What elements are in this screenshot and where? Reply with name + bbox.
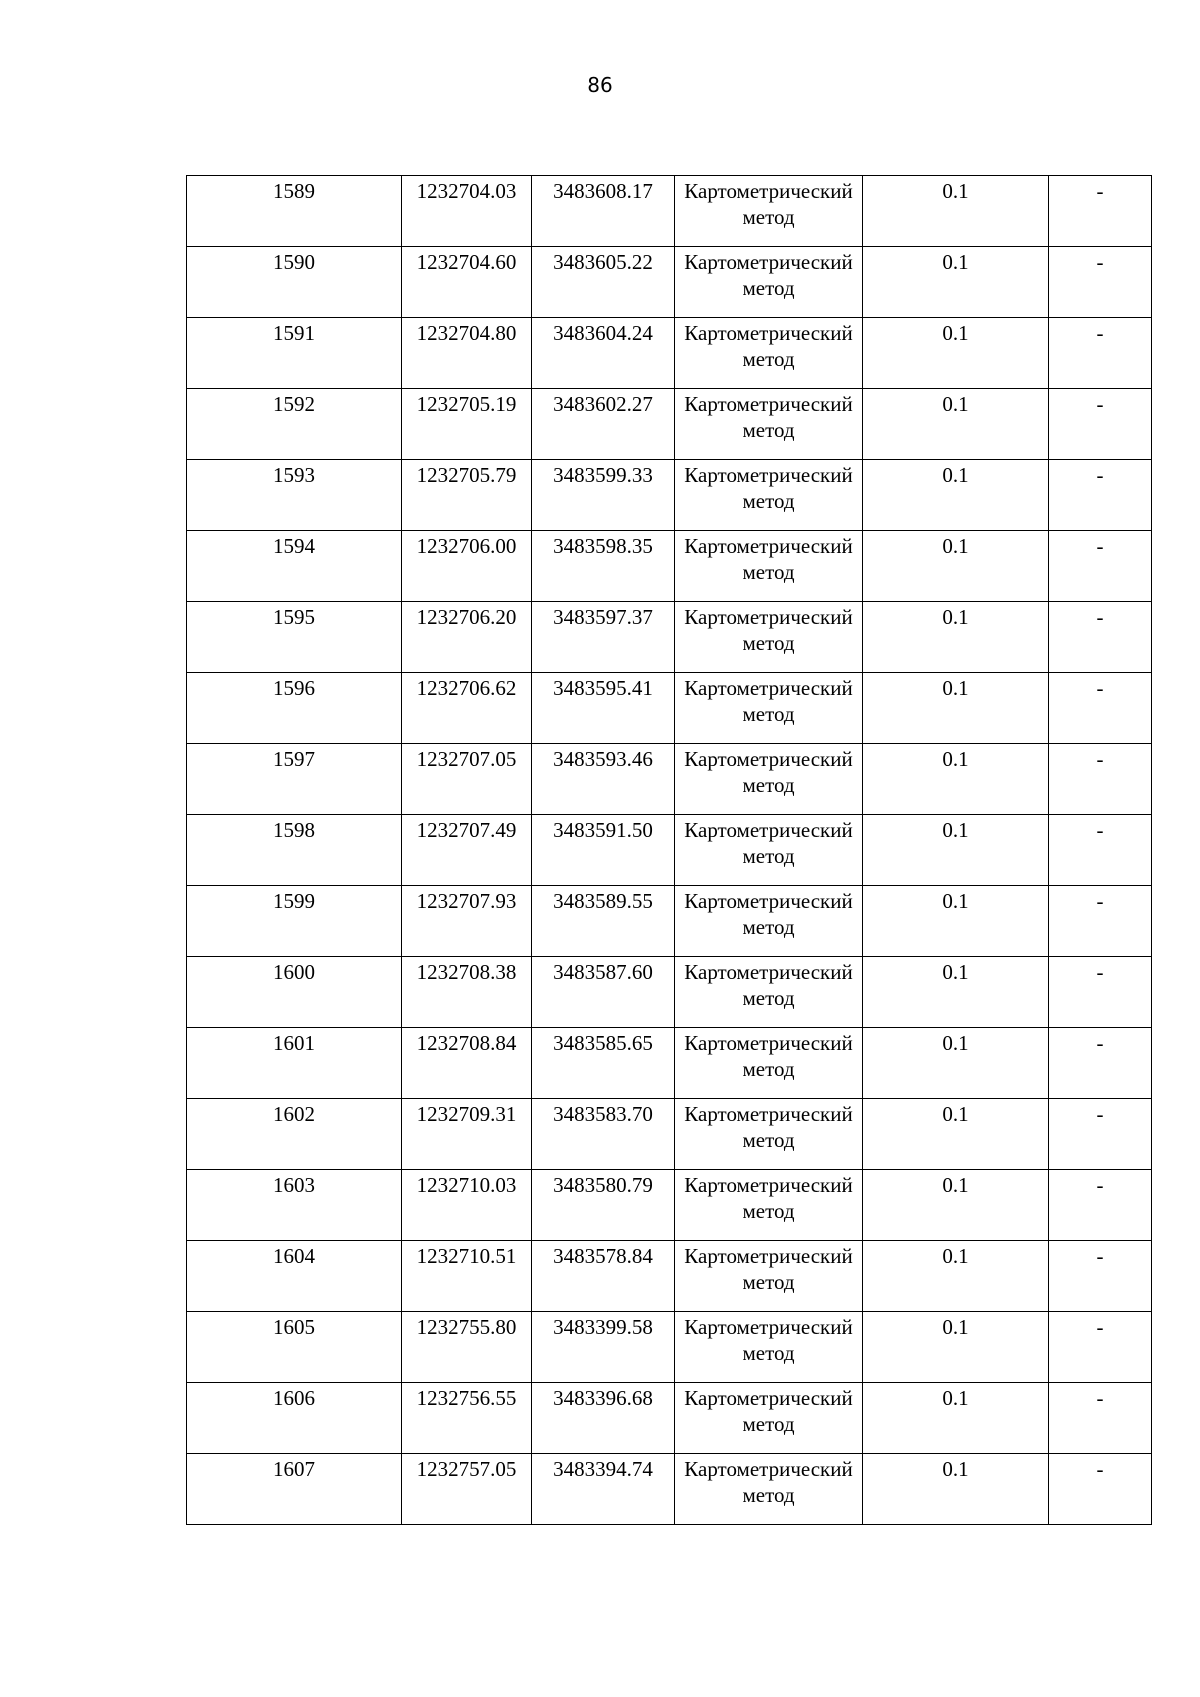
description-cell-text: -: [1096, 1173, 1104, 1197]
point-number-cell-text: 1605: [273, 1315, 315, 1339]
x-coordinate-cell: [402, 176, 532, 247]
method-cell: [675, 176, 863, 247]
y-coordinate-cell: [532, 744, 675, 815]
description-cell-text: -: [1096, 605, 1104, 629]
point-number-cell-text: 1589: [273, 179, 315, 203]
description-cell: [1049, 815, 1152, 886]
point-number-cell: [187, 886, 402, 957]
y-coordinate-cell-text: 3483399.58: [553, 1315, 653, 1339]
y-coordinate-cell-text: 3483593.46: [553, 747, 653, 771]
y-coordinate-cell: [532, 460, 675, 531]
x-coordinate-cell-text: 1232757.05: [416, 1457, 517, 1481]
x-coordinate-cell-text: 1232708.38: [416, 960, 517, 984]
description-cell-text: -: [1096, 534, 1104, 558]
point-number-cell-text: 1592: [273, 392, 315, 416]
y-coordinate-cell: [532, 1312, 675, 1383]
point-number-cell: [187, 1454, 402, 1525]
accuracy-cell: [863, 1383, 1049, 1454]
accuracy-cell-text: 0.1: [942, 1244, 969, 1268]
method-cell: [675, 602, 863, 673]
description-cell: [1049, 460, 1152, 531]
table-row: [187, 460, 1152, 531]
description-cell-text: -: [1096, 889, 1104, 913]
x-coordinate-cell: [402, 460, 532, 531]
description-cell: [1049, 1383, 1152, 1454]
y-coordinate-cell: [532, 1383, 675, 1454]
description-cell-text: -: [1096, 1386, 1104, 1410]
y-coordinate-cell: [532, 1454, 675, 1525]
method-cell-text: Картометрический метод: [684, 676, 853, 726]
accuracy-cell-text: 0.1: [942, 534, 969, 558]
point-number-cell: [187, 531, 402, 602]
point-number-cell-text: 1600: [273, 960, 315, 984]
description-cell-text: -: [1096, 1315, 1104, 1339]
point-number-cell: [187, 815, 402, 886]
point-number-cell: [187, 1170, 402, 1241]
x-coordinate-cell-text: 1232708.84: [416, 1031, 517, 1055]
x-coordinate-cell: [402, 957, 532, 1028]
method-cell-text: Картометрический метод: [684, 1457, 853, 1507]
description-cell: [1049, 1312, 1152, 1383]
point-number-cell-text: 1591: [273, 321, 315, 345]
y-coordinate-cell-text: 3483394.74: [553, 1457, 653, 1481]
description-cell-text: -: [1096, 250, 1104, 274]
table-row: [187, 673, 1152, 744]
table-row: [187, 1454, 1152, 1525]
table-row: [187, 886, 1152, 957]
description-cell: [1049, 602, 1152, 673]
y-coordinate-cell: [532, 531, 675, 602]
point-number-cell-text: 1602: [273, 1102, 315, 1126]
y-coordinate-cell: [532, 318, 675, 389]
method-cell: [675, 815, 863, 886]
y-coordinate-cell-text: 3483597.37: [553, 605, 653, 629]
point-number-cell: [187, 1383, 402, 1454]
point-number-cell-text: 1598: [273, 818, 315, 842]
x-coordinate-cell: [402, 673, 532, 744]
table-row: [187, 602, 1152, 673]
point-number-cell: [187, 176, 402, 247]
point-number-cell-text: 1590: [273, 250, 315, 274]
description-cell: [1049, 531, 1152, 602]
method-cell-text: Картометрический метод: [684, 960, 853, 1010]
y-coordinate-cell: [532, 389, 675, 460]
y-coordinate-cell-text: 3483604.24: [553, 321, 653, 345]
method-cell-text: Картометрический метод: [684, 321, 853, 371]
x-coordinate-cell: [402, 602, 532, 673]
method-cell-text: Картометрический метод: [684, 1315, 853, 1365]
y-coordinate-cell-text: 3483580.79: [553, 1173, 653, 1197]
accuracy-cell-text: 0.1: [942, 676, 969, 700]
accuracy-cell-text: 0.1: [942, 1031, 969, 1055]
y-coordinate-cell: [532, 815, 675, 886]
x-coordinate-cell-text: 1232706.00: [416, 534, 517, 558]
accuracy-cell-text: 0.1: [942, 1457, 969, 1481]
table-row: [187, 176, 1152, 247]
y-coordinate-cell: [532, 957, 675, 1028]
method-cell-text: Картометрический метод: [684, 605, 853, 655]
description-cell: [1049, 176, 1152, 247]
y-coordinate-cell-text: 3483591.50: [553, 818, 653, 842]
method-cell: [675, 744, 863, 815]
accuracy-cell: [863, 1028, 1049, 1099]
description-cell-text: -: [1096, 676, 1104, 700]
x-coordinate-cell: [402, 886, 532, 957]
accuracy-cell: [863, 602, 1049, 673]
method-cell: [675, 1241, 863, 1312]
x-coordinate-cell: [402, 1241, 532, 1312]
x-coordinate-cell: [402, 744, 532, 815]
table-row: [187, 1099, 1152, 1170]
table-row: [187, 531, 1152, 602]
accuracy-cell-text: 0.1: [942, 1386, 969, 1410]
point-number-cell: [187, 957, 402, 1028]
point-number-cell: [187, 318, 402, 389]
accuracy-cell: [863, 957, 1049, 1028]
table-row: [187, 318, 1152, 389]
method-cell: [675, 957, 863, 1028]
description-cell: [1049, 1170, 1152, 1241]
point-number-cell: [187, 744, 402, 815]
accuracy-cell-text: 0.1: [942, 250, 969, 274]
description-cell: [1049, 1028, 1152, 1099]
description-cell: [1049, 318, 1152, 389]
y-coordinate-cell-text: 3483608.17: [553, 179, 653, 203]
method-cell: [675, 673, 863, 744]
point-number-cell-text: 1607: [273, 1457, 315, 1481]
x-coordinate-cell: [402, 1312, 532, 1383]
method-cell: [675, 1028, 863, 1099]
method-cell: [675, 1170, 863, 1241]
x-coordinate-cell-text: 1232706.62: [416, 676, 517, 700]
table-row: [187, 957, 1152, 1028]
method-cell: [675, 886, 863, 957]
table-row: [187, 744, 1152, 815]
y-coordinate-cell: [532, 1099, 675, 1170]
point-number-cell: [187, 602, 402, 673]
method-cell: [675, 247, 863, 318]
accuracy-cell: [863, 531, 1049, 602]
y-coordinate-cell: [532, 673, 675, 744]
method-cell: [675, 1454, 863, 1525]
x-coordinate-cell: [402, 1099, 532, 1170]
description-cell: [1049, 1454, 1152, 1525]
description-cell: [1049, 389, 1152, 460]
y-coordinate-cell-text: 3483599.33: [553, 463, 653, 487]
accuracy-cell-text: 0.1: [942, 1173, 969, 1197]
x-coordinate-cell: [402, 531, 532, 602]
y-coordinate-cell-text: 3483583.70: [553, 1102, 653, 1126]
description-cell-text: -: [1096, 960, 1104, 984]
y-coordinate-cell-text: 3483602.27: [553, 392, 653, 416]
method-cell-text: Картометрический метод: [684, 889, 853, 939]
method-cell: [675, 460, 863, 531]
accuracy-cell: [863, 247, 1049, 318]
description-cell-text: -: [1096, 321, 1104, 345]
accuracy-cell: [863, 815, 1049, 886]
page-number: 86: [587, 73, 613, 97]
x-coordinate-cell-text: 1232707.93: [416, 889, 517, 913]
accuracy-cell-text: 0.1: [942, 605, 969, 629]
table-body: [187, 176, 1152, 1525]
description-cell: [1049, 1099, 1152, 1170]
x-coordinate-cell: [402, 1454, 532, 1525]
y-coordinate-cell-text: 3483598.35: [553, 534, 653, 558]
method-cell-text: Картометрический метод: [684, 534, 853, 584]
method-cell-text: Картометрический метод: [684, 1386, 853, 1436]
x-coordinate-cell: [402, 1383, 532, 1454]
accuracy-cell: [863, 460, 1049, 531]
y-coordinate-cell-text: 3483605.22: [553, 250, 653, 274]
point-number-cell: [187, 1241, 402, 1312]
description-cell: [1049, 673, 1152, 744]
description-cell-text: -: [1096, 747, 1104, 771]
accuracy-cell: [863, 389, 1049, 460]
table-row: [187, 1383, 1152, 1454]
x-coordinate-cell: [402, 1028, 532, 1099]
point-number-cell-text: 1603: [273, 1173, 315, 1197]
y-coordinate-cell: [532, 1241, 675, 1312]
method-cell-text: Картометрический метод: [684, 1244, 853, 1294]
point-number-cell: [187, 389, 402, 460]
method-cell-text: Картометрический метод: [684, 1102, 853, 1152]
table-row: [187, 1028, 1152, 1099]
x-coordinate-cell-text: 1232709.31: [416, 1102, 517, 1126]
accuracy-cell-text: 0.1: [942, 1102, 969, 1126]
method-cell: [675, 1383, 863, 1454]
point-number-cell-text: 1606: [273, 1386, 315, 1410]
point-number-cell: [187, 247, 402, 318]
y-coordinate-cell-text: 3483396.68: [553, 1386, 653, 1410]
point-number-cell-text: 1593: [273, 463, 315, 487]
x-coordinate-cell-text: 1232704.03: [416, 179, 517, 203]
point-number-cell: [187, 1312, 402, 1383]
method-cell-text: Картометрический метод: [684, 463, 853, 513]
accuracy-cell: [863, 886, 1049, 957]
accuracy-cell: [863, 673, 1049, 744]
method-cell-text: Картометрический метод: [684, 1031, 853, 1081]
accuracy-cell: [863, 318, 1049, 389]
accuracy-cell-text: 0.1: [942, 179, 969, 203]
point-number-cell: [187, 460, 402, 531]
description-cell-text: -: [1096, 1457, 1104, 1481]
method-cell-text: Картометрический метод: [684, 1173, 853, 1223]
y-coordinate-cell: [532, 602, 675, 673]
y-coordinate-cell: [532, 176, 675, 247]
coordinates-table: [186, 175, 1152, 1525]
accuracy-cell-text: 0.1: [942, 889, 969, 913]
x-coordinate-cell: [402, 247, 532, 318]
method-cell-text: Картометрический метод: [684, 250, 853, 300]
description-cell-text: -: [1096, 818, 1104, 842]
point-number-cell-text: 1595: [273, 605, 315, 629]
accuracy-cell: [863, 1241, 1049, 1312]
y-coordinate-cell-text: 3483585.65: [553, 1031, 653, 1055]
table-row: [187, 1312, 1152, 1383]
accuracy-cell: [863, 1454, 1049, 1525]
x-coordinate-cell-text: 1232710.03: [416, 1173, 517, 1197]
y-coordinate-cell: [532, 247, 675, 318]
accuracy-cell-text: 0.1: [942, 463, 969, 487]
x-coordinate-cell-text: 1232705.79: [416, 463, 517, 487]
y-coordinate-cell: [532, 1028, 675, 1099]
table-row: [187, 389, 1152, 460]
method-cell-text: Картометрический метод: [684, 747, 853, 797]
x-coordinate-cell: [402, 389, 532, 460]
method-cell: [675, 389, 863, 460]
x-coordinate-cell-text: 1232706.20: [416, 605, 517, 629]
description-cell-text: -: [1096, 392, 1104, 416]
description-cell: [1049, 957, 1152, 1028]
x-coordinate-cell-text: 1232755.80: [416, 1315, 517, 1339]
point-number-cell-text: 1601: [273, 1031, 315, 1055]
point-number-cell-text: 1596: [273, 676, 315, 700]
point-number-cell-text: 1594: [273, 534, 315, 558]
point-number-cell: [187, 673, 402, 744]
table-row: [187, 247, 1152, 318]
y-coordinate-cell-text: 3483595.41: [553, 676, 653, 700]
x-coordinate-cell-text: 1232707.05: [416, 747, 517, 771]
method-cell: [675, 318, 863, 389]
x-coordinate-cell-text: 1232705.19: [416, 392, 517, 416]
y-coordinate-cell-text: 3483589.55: [553, 889, 653, 913]
description-cell: [1049, 1241, 1152, 1312]
accuracy-cell-text: 0.1: [942, 818, 969, 842]
x-coordinate-cell-text: 1232707.49: [416, 818, 517, 842]
method-cell-text: Картометрический метод: [684, 392, 853, 442]
accuracy-cell-text: 0.1: [942, 392, 969, 416]
description-cell: [1049, 886, 1152, 957]
y-coordinate-cell-text: 3483587.60: [553, 960, 653, 984]
table-row: [187, 1170, 1152, 1241]
description-cell-text: -: [1096, 179, 1104, 203]
accuracy-cell: [863, 1170, 1049, 1241]
description-cell-text: -: [1096, 1102, 1104, 1126]
method-cell-text: Картометрический метод: [684, 179, 853, 229]
description-cell-text: -: [1096, 1244, 1104, 1268]
point-number-cell: [187, 1099, 402, 1170]
y-coordinate-cell-text: 3483578.84: [553, 1244, 653, 1268]
x-coordinate-cell-text: 1232704.60: [416, 250, 517, 274]
description-cell: [1049, 744, 1152, 815]
table-row: [187, 815, 1152, 886]
description-cell-text: -: [1096, 463, 1104, 487]
accuracy-cell: [863, 1099, 1049, 1170]
method-cell: [675, 531, 863, 602]
description-cell: [1049, 247, 1152, 318]
accuracy-cell-text: 0.1: [942, 747, 969, 771]
x-coordinate-cell: [402, 815, 532, 886]
method-cell-text: Картометрический метод: [684, 818, 853, 868]
accuracy-cell-text: 0.1: [942, 960, 969, 984]
table-row: [187, 1241, 1152, 1312]
method-cell: [675, 1099, 863, 1170]
point-number-cell-text: 1599: [273, 889, 315, 913]
x-coordinate-cell-text: 1232756.55: [416, 1386, 517, 1410]
x-coordinate-cell: [402, 1170, 532, 1241]
accuracy-cell-text: 0.1: [942, 321, 969, 345]
x-coordinate-cell-text: 1232710.51: [416, 1244, 517, 1268]
method-cell: [675, 1312, 863, 1383]
point-number-cell-text: 1604: [273, 1244, 315, 1268]
x-coordinate-cell-text: 1232704.80: [416, 321, 517, 345]
point-number-cell: [187, 1028, 402, 1099]
accuracy-cell-text: 0.1: [942, 1315, 969, 1339]
accuracy-cell: [863, 1312, 1049, 1383]
point-number-cell-text: 1597: [273, 747, 315, 771]
x-coordinate-cell: [402, 318, 532, 389]
y-coordinate-cell: [532, 886, 675, 957]
description-cell-text: -: [1096, 1031, 1104, 1055]
y-coordinate-cell: [532, 1170, 675, 1241]
accuracy-cell: [863, 176, 1049, 247]
accuracy-cell: [863, 744, 1049, 815]
